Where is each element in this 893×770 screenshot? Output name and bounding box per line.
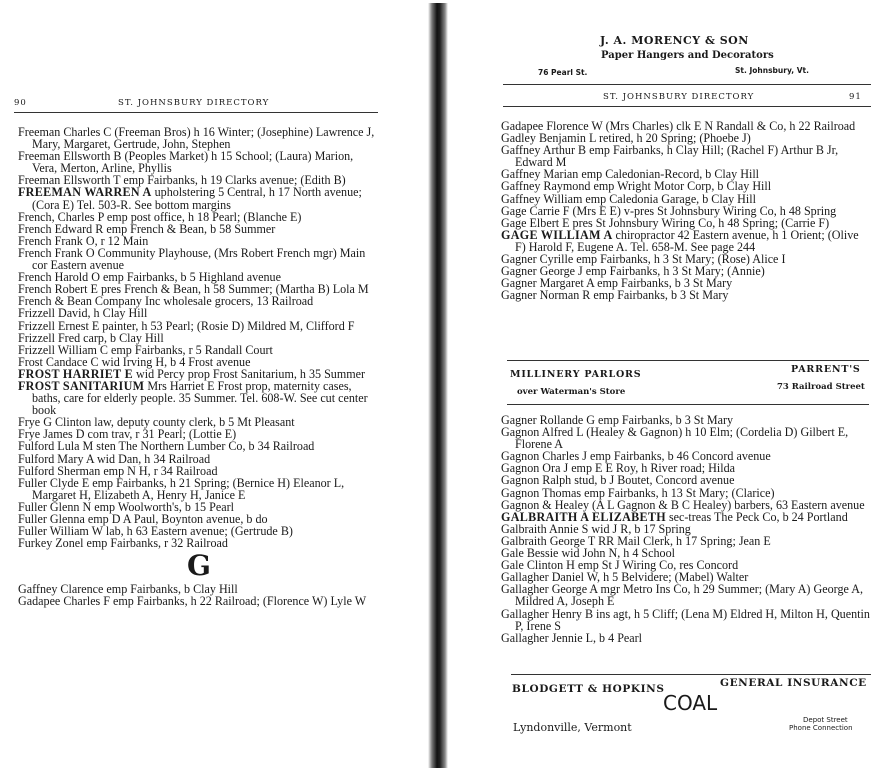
directory-entry [18, 247, 380, 271]
directory-entry [18, 150, 380, 174]
entry-text: Gaffney Marian emp Caledonian-Record, b Clay Hill [501, 167, 760, 182]
running-head: ST. JOHNSBURY DIRECTORY [118, 98, 270, 108]
directory-entry [501, 289, 871, 301]
ad-center: COAL [663, 691, 718, 715]
entry-text: upholstering 5 Central, h 17 North avenue; (Cora E) Tel. 503-R. See bottom margins [32, 185, 362, 212]
entry-text: French Harold O emp Fairbanks, b 5 Highland avenue [18, 270, 281, 285]
ad-name: J. A. MORENCY & SON [600, 34, 749, 47]
entry-text: Gallagher Henry B ins agt, h 5 Cliff; (Lena M) Eldred H, Milton H, Quentin P, Irene S [501, 606, 870, 633]
ad-bottom-rule [507, 404, 869, 405]
entry-text: Gagnon Ora J emp E E Roy, h River road; Hilda [501, 461, 735, 476]
entry-text: Frizzell Fred carp, b Clay Hill [18, 330, 164, 345]
entry-text: Gagner George J emp Fairbanks, h 3 St Mary; (Annie) [501, 264, 765, 279]
entry-text: Frye James D com trav, r 31 Pearl; (Lottie E) [18, 427, 237, 442]
entry-text: French & Bean Company Inc wholesale grocers, 13 Railroad [18, 294, 314, 309]
directory-entry [501, 229, 871, 253]
directory-entry [18, 595, 380, 607]
ad-left-sub: Lyndonville, Vermont [513, 721, 632, 734]
header-rule [503, 106, 871, 107]
entry-text: Mrs Harriet E Frost prop, maternity cases, baths, care for elderly people. 35 Summer. Tel. 608-W. See cut center book [32, 378, 368, 418]
entry-text: sec-treas The Peck Co, b 24 Portland [665, 509, 848, 524]
entry-text: Freeman Ellsworth T emp Fairbanks, h 19 Clarks avenue; (Edith B) [18, 173, 346, 188]
directory-entry [501, 632, 871, 644]
directory-entry [18, 380, 380, 416]
entry-text: Gage Carrie F (Mrs E E) v-pres St Johnsbury Wiring Co, h 48 Spring [501, 203, 837, 218]
ad-right-title: GENERAL INSURANCE [720, 677, 867, 689]
entry-text: Fulford Lula M sten The Northern Lumber Co, b 34 Railroad [18, 439, 315, 454]
entry-text: Freeman Ellsworth B (Peoples Market) h 15 School; (Laura) Marion, Vera, Merton, Arline, Phyllis [18, 149, 354, 176]
directory-entries-bottom [501, 414, 871, 644]
entry-text: French Frank O Community Playhouse, (Mrs Robert French mgr) Main cor Eastern avenue [18, 245, 366, 273]
entry-text: Gagner Margaret A emp Fairbanks, b 3 St Mary [501, 276, 733, 291]
entry-text: wid Percy prop Frost Sanitarium, h 35 Summer [132, 366, 366, 381]
blodgett-ad [495, 676, 893, 746]
page-number: 91 [849, 92, 862, 102]
book-gutter [428, 3, 448, 768]
directory-entry [18, 477, 380, 501]
ad-left-sub: over Waterman's Store [517, 387, 626, 397]
ad-right-title: PARRENT'S [791, 364, 861, 375]
entry-text: Fuller Glenna emp D A Paul, Boynton avenue, b do [18, 512, 268, 526]
entry-text: Galbraith Annie S wid J R, b 17 Spring [501, 521, 691, 536]
ad-tagline: Paper Hangers and Decorators [601, 50, 774, 61]
entry-text: Frost Candace C wid Irving H, b 4 Frost avenue [18, 354, 251, 369]
running-head: ST. JOHNSBURY DIRECTORY [603, 92, 755, 102]
ad-right-sub-2: Phone Connection [789, 724, 853, 732]
ad-left-title: BLODGETT & HOPKINS [512, 683, 665, 695]
left-page [0, 0, 400, 770]
entry-text: Gagnon Ralph stud, b J Boutet, Concord avenue [501, 473, 735, 488]
entry-text: Gadley Benjamin L retired, h 20 Spring; (Phoebe J) [501, 131, 751, 146]
page-number: 90 [14, 98, 27, 108]
entry-text: Fuller Clyde E emp Fairbanks, h 21 Spring; (Bernice H) Eleanor L, Margaret H, Elizabeth A, Henry H, Janice E [18, 475, 345, 502]
entry-text: Gadapee Florence W (Mrs Charles) clk E N Randall & Co, h 22 Railroad [501, 119, 856, 133]
ad-right-sub: 73 Railroad Street [777, 382, 865, 392]
entry-text: Fulford Mary A wid Dan, h 34 Railroad [18, 451, 211, 466]
directory-entry [501, 608, 871, 632]
entry-name-bold: FREEMAN WARREN A [18, 185, 152, 200]
entry-text: Gadapee Charles F emp Fairbanks, h 22 Railroad; (Florence W) Lyle W [18, 594, 367, 609]
entry-text: Freeman Charles C (Freeman Bros) h 16 Winter; (Josephine) Lawrence J, Mary, Margaret, Gertrude, John, Stephen [18, 125, 375, 152]
directory-entry [18, 537, 380, 549]
entry-text: Frye G Clinton law, deputy county clerk, b 5 Mt Pleasant [18, 415, 295, 430]
entry-text: French Frank O, r 12 Main [18, 233, 149, 248]
entry-text: Gale Clinton H emp St J Wiring Co, res Concord [501, 558, 739, 573]
header-rule [14, 112, 378, 113]
entry-text: Gaffney William emp Caledonia Garage, b Clay Hill [501, 191, 756, 206]
entry-text: Frizzell David, h Clay Hill [18, 306, 148, 321]
entry-text: Gale Bessie wid John N, h 4 School [501, 546, 676, 561]
entry-name-bold: GALBRAITH A ELIZABETH [501, 509, 666, 524]
entry-name-bold: FROST SANITARIUM [18, 378, 145, 393]
entry-name-bold: FROST HARRIET E [18, 366, 133, 381]
entry-text: Frizzell Ernest E painter, h 53 Pearl; (Rosie D) Mildred M, Clifford F [18, 318, 355, 333]
ad-address: 76 Pearl St. [538, 68, 588, 77]
directory-entry [501, 426, 871, 450]
ad-top-rule-2 [511, 674, 871, 675]
entry-text: Fuller Glenn N emp Woolworth's, b 15 Pearl [18, 499, 234, 514]
ad-left-title: MILLINERY PARLORS [510, 369, 642, 380]
entry-text: chiropractor 42 Eastern avenue, h 1 Orient; (Olive F) Harold F, Eugene A. Tel. 658-M. See page 244 [515, 227, 859, 254]
entry-text: French, Charles P emp post office, h 18 Pearl; (Blanche E) [18, 209, 302, 224]
entry-text: Fuller William W lab, h 63 Eastern avenue; (Gertrude B) [18, 524, 293, 539]
section-letter: G [187, 549, 211, 583]
ad-top-rule [507, 360, 869, 361]
directory-entry [501, 583, 871, 607]
entry-text: French Edward R emp French & Bean, b 58 Summer [18, 221, 276, 236]
directory-entries-top [501, 120, 871, 301]
entry-text: Gaffney Arthur B emp Fairbanks, h Clay Hill; (Rachel F) Arthur B Jr, Edward M [501, 143, 839, 170]
entry-name-bold: GAGE WILLIAM A [501, 227, 613, 242]
entry-text: Gaffney Clarence emp Fairbanks, b Clay Hill [18, 582, 238, 597]
ad-right-sub-1: Depot Street [803, 716, 848, 724]
entry-text: Gallagher Daniel W, h 5 Belvidere; (Mabel) Walter [501, 570, 749, 585]
ad-rule [503, 84, 871, 85]
entry-text: Gagnon Thomas emp Fairbanks, h 13 St Mary; (Clarice) [501, 485, 775, 500]
entry-text: Gagnon Alfred L (Healey & Gagnon) h 10 Elm; (Cordelia D) Gilbert E, Florene A [501, 425, 849, 452]
entry-text: Gagnon & Healey (A L Gagnon & B C Healey) barbers, 63 Eastern avenue [501, 497, 865, 512]
entry-text: Galbraith George T RR Mail Clerk, h 17 Spring; Jean E [501, 533, 771, 548]
entry-text: Frizzell William C emp Fairbanks, r 5 Randall Court [18, 342, 273, 357]
entry-text: Gagnon Charles J emp Fairbanks, b 46 Concord avenue [501, 449, 771, 464]
entry-text: Furkey Zonel emp Fairbanks, r 32 Railroad [18, 536, 228, 551]
entry-text: French Robert E pres French & Bean, h 58 Summer; (Martha B) Lola M [18, 282, 369, 297]
directory-entries [18, 126, 380, 607]
entry-text: Gaffney Raymond emp Wright Motor Corp, b Clay Hill [501, 179, 772, 194]
ad-city: St. Johnsbury, Vt. [735, 66, 809, 75]
directory-entry [501, 144, 871, 168]
millinery-ad [495, 362, 893, 402]
entry-text: Gallagher George A mgr Metro Ins Co, h 29 Summer; (Mary A) George A, Mildred A, Joseph E [501, 582, 863, 609]
directory-entry [18, 186, 380, 210]
entry-text: Gagner Norman R emp Fairbanks, b 3 St Mary [501, 288, 729, 303]
entry-text: Gallagher Jennie L, b 4 Pearl [501, 630, 643, 645]
entry-text: Gagner Rollande G emp Fairbanks, b 3 St Mary [501, 413, 734, 427]
directory-entry [18, 126, 380, 150]
right-page [495, 0, 893, 770]
entry-text: Gage Elbert E pres St Johnsbury Wiring Co, h 48 Spring; (Carrie F) [501, 215, 830, 230]
entry-text: Gagner Cyrille emp Fairbanks, h 3 St Mary; (Rose) Alice I [501, 252, 786, 267]
entry-text: Fulford Sherman emp N H, r 34 Railroad [18, 463, 218, 478]
